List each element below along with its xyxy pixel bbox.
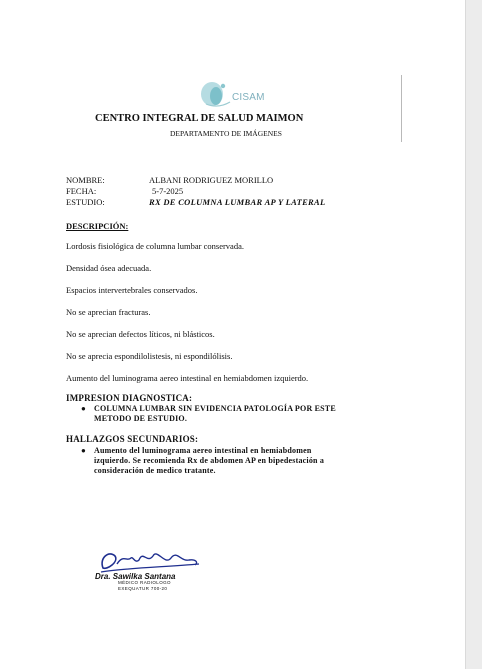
description-line: Densidad ósea adecuada. bbox=[66, 263, 152, 273]
study-label: ESTUDIO: bbox=[66, 197, 105, 207]
description-line: Lordosis fisiológica de columna lumbar conservada. bbox=[66, 241, 244, 251]
description-line: No se aprecian defectos líticos, ni blásticos. bbox=[66, 329, 215, 339]
date-value: 5-7-2025 bbox=[152, 186, 184, 196]
name-label: NOMBRE: bbox=[66, 175, 105, 185]
bullet-icon: ● bbox=[81, 404, 87, 413]
vertical-scrollbar[interactable] bbox=[465, 0, 482, 669]
description-line: No se aprecian fracturas. bbox=[66, 307, 151, 317]
signature-role: MÉDICO RADIOLOGO bbox=[118, 580, 171, 585]
bullet-icon: ● bbox=[81, 446, 87, 455]
signature-exequatur: EXEQUATUR 700-20 bbox=[118, 586, 168, 591]
org-name: CENTRO INTEGRAL DE SALUD MAIMON bbox=[95, 113, 304, 124]
header-divider bbox=[401, 75, 402, 142]
findings-text: Aumento del luminograma aereo intestinal en hemiabdomen izquierdo. Se recomienda Rx de abdomen AP en bipedestación a consideración de medico tratante. bbox=[94, 446, 325, 475]
impression-heading: IMPRESION DIAGNOSTICA: bbox=[66, 393, 193, 403]
signature-name: Dra. Sawilka Santana bbox=[95, 572, 176, 581]
logo-text: CISAM bbox=[232, 92, 265, 103]
description-line: Aumento del luminograma aereo intestinal en hemiabdomen izquierdo. bbox=[66, 373, 309, 383]
description-heading: DESCRIPCIÓN: bbox=[66, 221, 129, 231]
findings-heading: HALLAZGOS SECUNDARIOS: bbox=[66, 434, 199, 444]
department-name: DEPARTAMENTO DE IMÁGENES bbox=[170, 129, 282, 138]
study-value: RX DE COLUMNA LUMBAR AP Y LATERAL bbox=[149, 197, 326, 207]
description-line: No se aprecia espondilolistesis, ni espondilólisis. bbox=[66, 351, 233, 361]
date-label: FECHA: bbox=[66, 186, 97, 196]
description-line: Espacios intervertebrales conservados. bbox=[66, 285, 198, 295]
impression-text: COLUMNA LUMBAR SIN EVIDENCIA PATOLOGÍA POR ESTE METODO DE ESTUDIO. bbox=[94, 404, 336, 423]
name-value: ALBANI RODRIGUEZ MORILLO bbox=[149, 175, 274, 185]
